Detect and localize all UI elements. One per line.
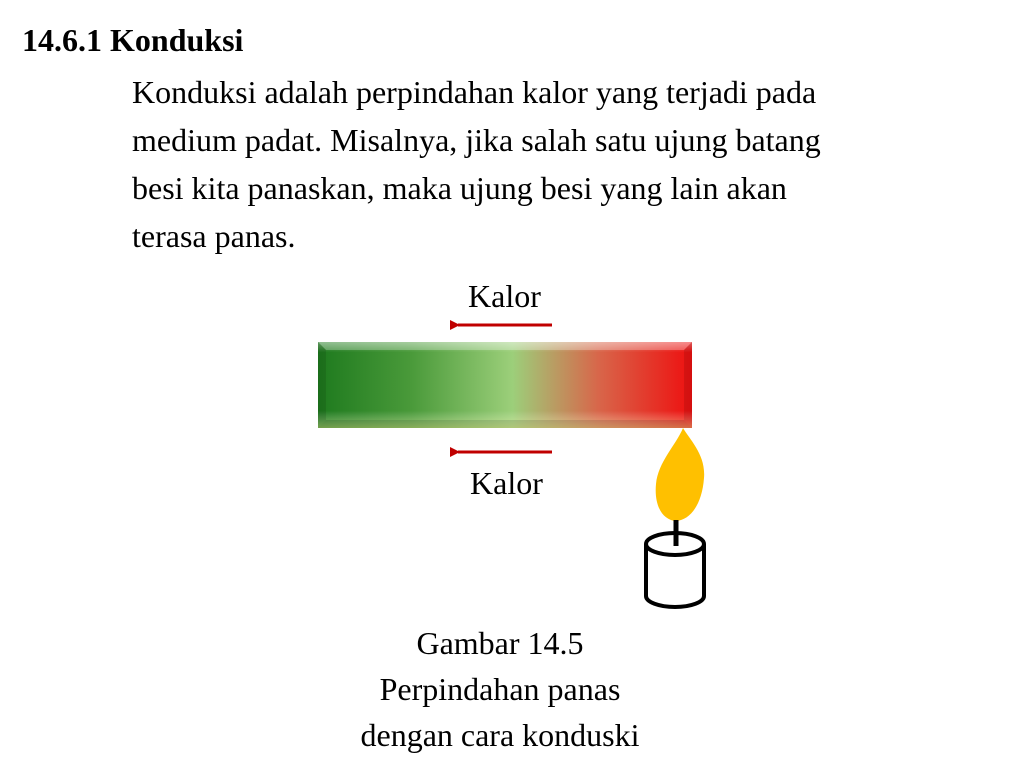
metal-bar: [318, 342, 692, 428]
candle-icon: [646, 520, 704, 607]
caption-line: Perpindahan panas: [379, 671, 621, 707]
flame-icon: [656, 428, 704, 521]
heat-label-top: Kalor: [468, 278, 541, 314]
caption-line: dengan cara konduski: [360, 717, 640, 753]
heat-label-bottom: Kalor: [470, 465, 543, 501]
paragraph-line: terasa panas.: [132, 218, 296, 254]
caption-line: Gambar 14.5: [416, 625, 584, 661]
figure-caption: [300, 620, 700, 758]
paragraph-line: Konduksi adalah perpindahan kalor yang terjadi pada: [132, 74, 817, 110]
section-heading: 14.6.1 Konduksi: [22, 22, 244, 58]
paragraph-line: medium padat. Misalnya, jika salah satu ujung batang: [132, 122, 821, 158]
paragraph-line: besi kita panaskan, maka ujung besi yang lain akan: [132, 170, 787, 206]
